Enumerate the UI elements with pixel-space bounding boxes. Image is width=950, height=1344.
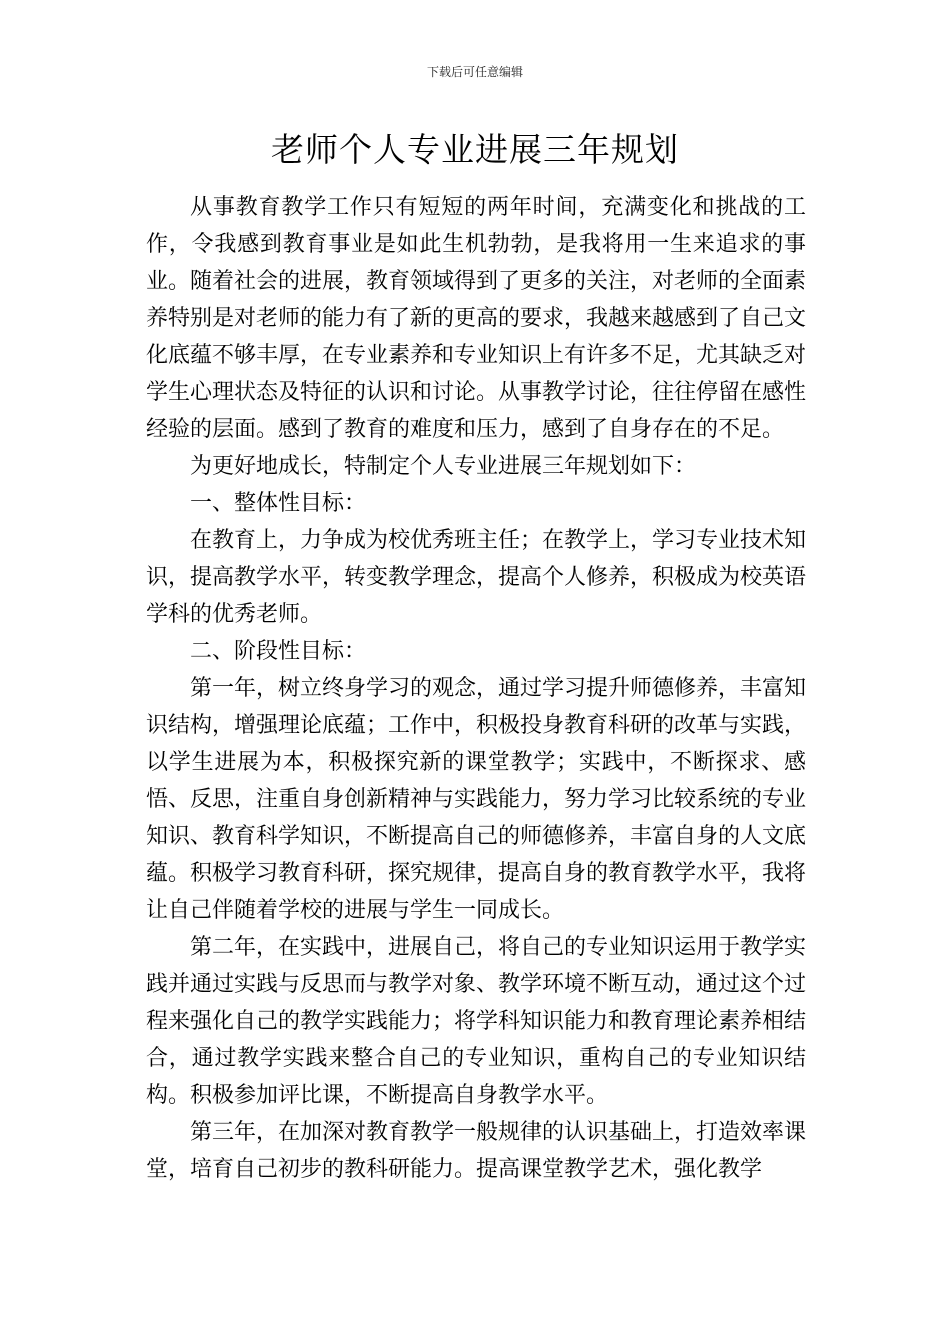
paragraph-year-three: 第三年，在加深对教育教学一般规律的认识基础上，打造效率课堂，培育自己初步的教科研能力。提高课堂教学艺术，强化教学	[146, 1120, 807, 1182]
paragraph-overall-goal: 在教育上，力争成为校优秀班主任；在教学上，学习专业技术知识，提高教学水平，转变教学理念，提高个人修养，积极成为校英语学科的优秀老师。	[146, 528, 807, 627]
heading-stage-goals: 二、阶段性目标：	[190, 639, 367, 664]
header-note: 下载后可任意编辑	[426, 65, 523, 79]
document-body	[146, 189, 806, 1188]
paragraph-year-one: 第一年，树立终身学习的观念，通过学习提升师德修养，丰富知识结构，增强理论底蕴；工作中，积极投身教育科研的改革与实践，以学生进展为本，积极探究新的课堂教学；实践中，不断探求、感悟、反思，注重自身创新精神与实践能力，努力学习比较系统的专业知识、教育科学知识，不断提高自己的师德修养，丰富自身的人文底蕴。积极学习教育科研，探究规律，提高自身的教育教学水平，我将让自己伴随着学校的进展与学生一同成长。	[146, 676, 807, 923]
document-title: 老师个人专业进展三年规划	[271, 130, 679, 169]
heading-overall-goal: 一、整体性目标：	[190, 491, 367, 516]
paragraph-purpose: 为更好地成长，特制定个人专业进展三年规划如下：	[190, 454, 697, 479]
paragraph-intro: 从事教育教学工作只有短短的两年时间，充满变化和挑战的工作，令我感到教育事业是如此生机勃勃，是我将用一生来追求的事业。随着社会的进展，教育领域得到了更多的关注，对老师的全面素养特别是对老师的能力有了新的更高的要求，我越来越感到了自己文化底蕴不够丰厚，在专业素养和专业知识上有许多不足，尤其缺乏对学生心理状态及特征的认识和讨论。从事教学讨论，往往停留在感性经验的层面。感到了教育的难度和压力，感到了自身存在的不足。	[146, 195, 807, 442]
paragraph-year-two: 第二年，在实践中，进展自己，将自己的专业知识运用于教学实践并通过实践与反思而与教学对象、教学环境不断互动，通过这个过程来强化自己的教学实践能力；将学科知识能力和教育理论素养相结合，通过教学实践来整合自己的专业知识，重构自己的专业知识结构。积极参加评比课，不断提高自身教学水平。	[146, 935, 807, 1108]
